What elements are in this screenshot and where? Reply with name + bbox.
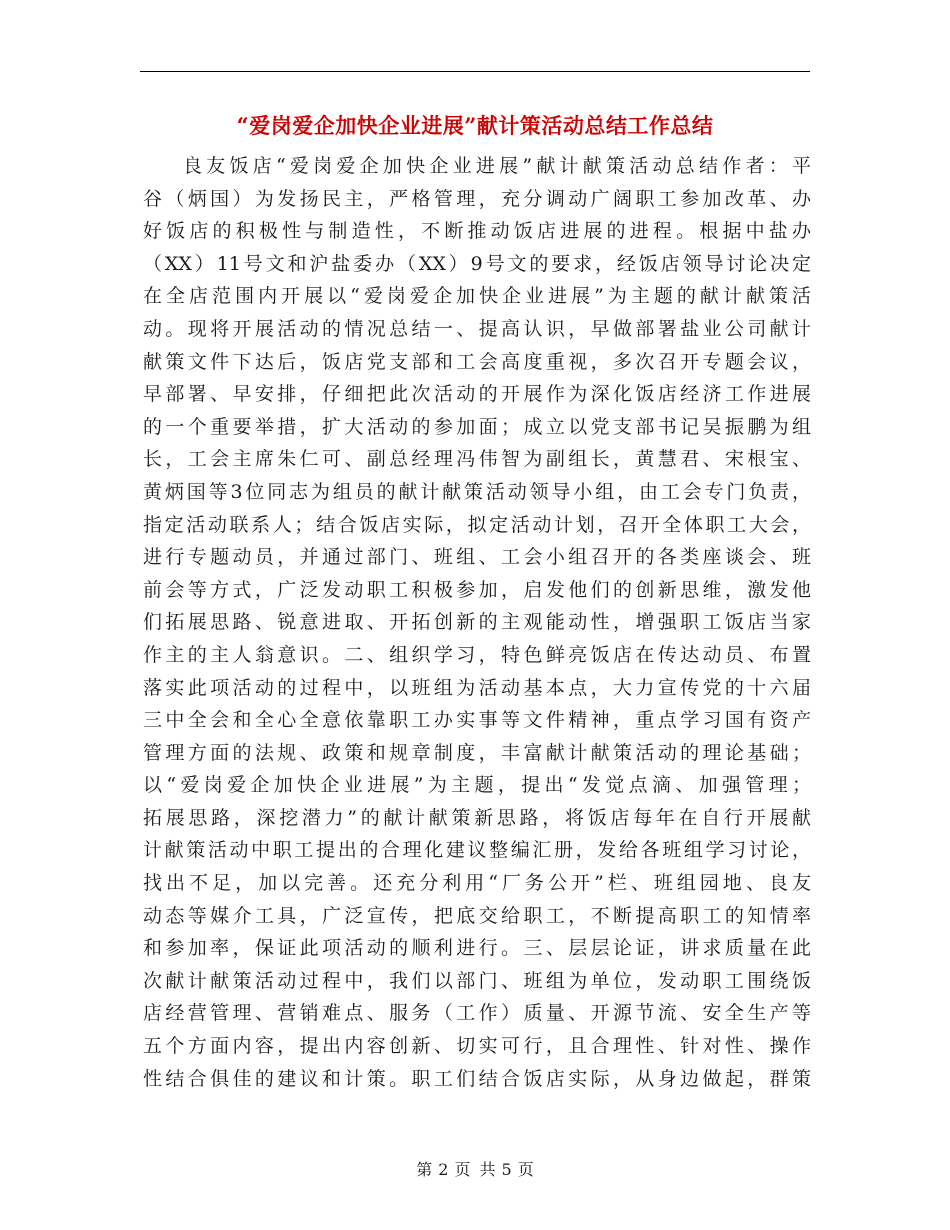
body-line: 性结合俱佳的建议和计策。职工们结合饭店实际，从身边做起，群策	[143, 1067, 811, 1090]
body-line: 指定活动联系人；结合饭店实际，拟定活动计划，召开全体职工大会，	[143, 513, 811, 536]
body-line: 五个方面内容，提出内容创新、切实可行，且合理性、针对性、操作	[143, 1035, 811, 1058]
body-line: 管理方面的法规、政策和规章制度，丰富献计献策活动的理论基础；	[143, 741, 811, 764]
body-line: （XX）11号文和沪盐委办（XX）9号文的要求，经饭店领导讨论决定	[143, 252, 811, 275]
footer-page-total: 5	[501, 1160, 512, 1179]
body-line: 以“爱岗爱企加快企业进展”为主题，提出“发觉点滴、加强管理；	[143, 774, 811, 797]
body-line: 黄炳国等3位同志为组员的献计献策活动领导小组，由工会专门负责，	[143, 480, 811, 503]
body-line: 作主的主人翁意识。二、组织学习，特色鲜亮饭店在传达动员、布置	[143, 643, 811, 666]
body-line: 动。现将开展活动的情况总结一、提高认识，早做部署盐业公司献计	[143, 317, 811, 340]
footer-page-mid: 页 共	[454, 1160, 496, 1179]
header-rule	[140, 71, 810, 72]
body-line: 落实此项活动的过程中，以班组为活动基本点，大力宣传党的十六届	[143, 676, 811, 699]
body-line: 计献策活动中职工提出的合理化建议整编汇册，发给各班组学习讨论，	[143, 839, 811, 862]
body-line: 动态等媒介工具，广泛宣传，把底交给职工，不断提高职工的知情率	[143, 904, 811, 927]
body-line: 长，工会主席朱仁可、副总经理冯伟智为副组长，黄慧君、宋根宝、	[143, 448, 811, 471]
footer-page-number: 2	[438, 1160, 449, 1179]
footer-page-suffix: 页	[517, 1160, 534, 1179]
body-line: 次献计献策活动过程中，我们以部门、班组为单位，发动职工围绕饭	[143, 969, 811, 992]
body-line: 好饭店的积极性与制造性，不断推动饭店进展的进程。根据中盐办	[143, 220, 811, 243]
body-line: 和参加率，保证此项活动的顺利进行。三、层层论证，讲求质量在此	[143, 937, 811, 960]
document-body	[143, 150, 811, 1095]
page-footer	[0, 1157, 950, 1180]
body-line: 们拓展思路、锐意进取、开拓创新的主观能动性，增强职工饭店当家	[143, 611, 811, 634]
body-line: 在全店范围内开展以“爱岗爱企加快企业进展”为主题的献计献策活	[143, 285, 811, 308]
body-line: 良友饭店“爱岗爱企加快企业进展”献计献策活动总结作者：平	[183, 155, 811, 177]
body-line: 找出不足，加以完善。还充分利用“厂务公开”栏、班组园地、良友	[143, 872, 811, 895]
body-line: 献策文件下达后，饭店党支部和工会高度重视，多次召开专题会议，	[143, 350, 811, 373]
body-line: 的一个重要举措，扩大活动的参加面；成立以党支部书记吴振鹏为组	[143, 415, 811, 438]
body-line: 前会等方式，广泛发动职工积极参加，启发他们的创新思维，激发他	[143, 578, 811, 601]
body-line: 早部署、早安排，仔细把此次活动的开展作为深化饭店经济工作进展	[143, 383, 811, 406]
document-title: “爱岗爱企加快企业进展”献计策活动总结工作总结	[236, 113, 714, 138]
body-line: 拓展思路，深挖潜力”的献计献策新思路，将饭店每年在自行开展献	[143, 806, 811, 829]
body-line: 店经营管理、营销难点、服务（工作）质量、开源节流、安全生产等	[143, 1002, 811, 1025]
footer-page-prefix: 第	[416, 1160, 433, 1179]
body-line: 谷（炳国）为发扬民主，严格管理，充分调动广阔职工参加改革、办	[143, 187, 811, 210]
body-line: 进行专题动员，并通过部门、班组、工会小组召开的各类座谈会、班	[143, 546, 811, 569]
body-line: 三中全会和全心全意依靠职工办实事等文件精神，重点学习国有资产	[143, 709, 811, 732]
